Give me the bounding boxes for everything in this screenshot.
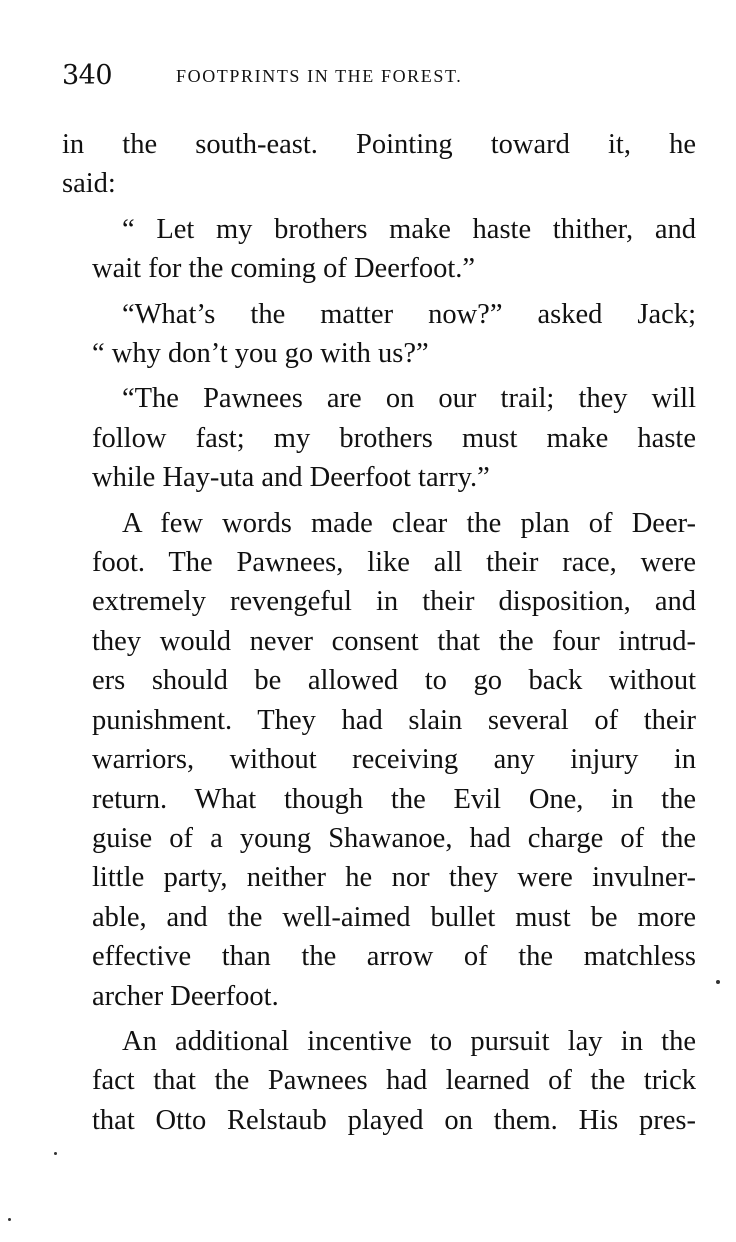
text-line: guise of a young Shawanoe, had charge of the [92,822,696,854]
paragraph [62,504,696,1016]
text-line: little party, neither he nor they were invulner- [92,862,696,894]
paragraph [62,125,696,204]
text-line: while Hay-uta and Deerfoot tarry.” [92,462,490,494]
text-line: that Otto Relstaub played on them. His pres- [92,1104,696,1136]
text-line: said: [62,168,116,200]
text-line: punishment. They had slain several of their [92,704,696,736]
text-line: A few words made clear the plan of Deer- [122,507,696,539]
running-head: FOOTPRINTS IN THE FOREST. [176,66,463,86]
text-line: extremely revengeful in their disposition, and [92,586,696,618]
text-line: ers should be allowed to go back without [92,665,696,697]
text-line: An additional incentive to pursuit lay in the [122,1025,696,1057]
text-line: archer Deerfoot. [92,980,279,1012]
paragraph [62,1022,696,1140]
text-line: fact that the Pawnees had learned of the trick [92,1065,696,1097]
text-line: “The Pawnees are on our trail; they will [122,383,696,415]
text-line: they would never consent that the four intrud- [92,625,696,657]
text-line: foot. The Pawnees, like all their race, were [92,547,696,579]
page-number: 340 [62,60,113,91]
page-header [62,60,696,96]
text-line: follow fast; my brothers must make haste [92,422,696,454]
body-text [62,125,696,1146]
paragraph [62,295,696,374]
paragraph [62,379,696,497]
paragraph [62,210,696,289]
ink-speck [716,980,720,984]
text-line: “ Let my brothers make haste thither, and [122,213,696,245]
text-line: return. What though the Evil One, in the [92,783,696,815]
ink-speck [54,1152,57,1155]
text-line: in the south-east. Pointing toward it, he [62,129,696,160]
text-line: wait for the coming of Deerfoot.” [92,253,476,285]
text-line: “What’s the matter now?” asked Jack; [122,298,696,330]
ink-speck [8,1218,11,1221]
text-line: “ why don’t you go with us?” [92,338,429,370]
text-line: able, and the well-aimed bullet must be more [92,901,696,933]
text-line: warriors, without receiving any injury in [92,744,696,776]
text-line: effective than the arrow of the matchless [92,941,696,973]
